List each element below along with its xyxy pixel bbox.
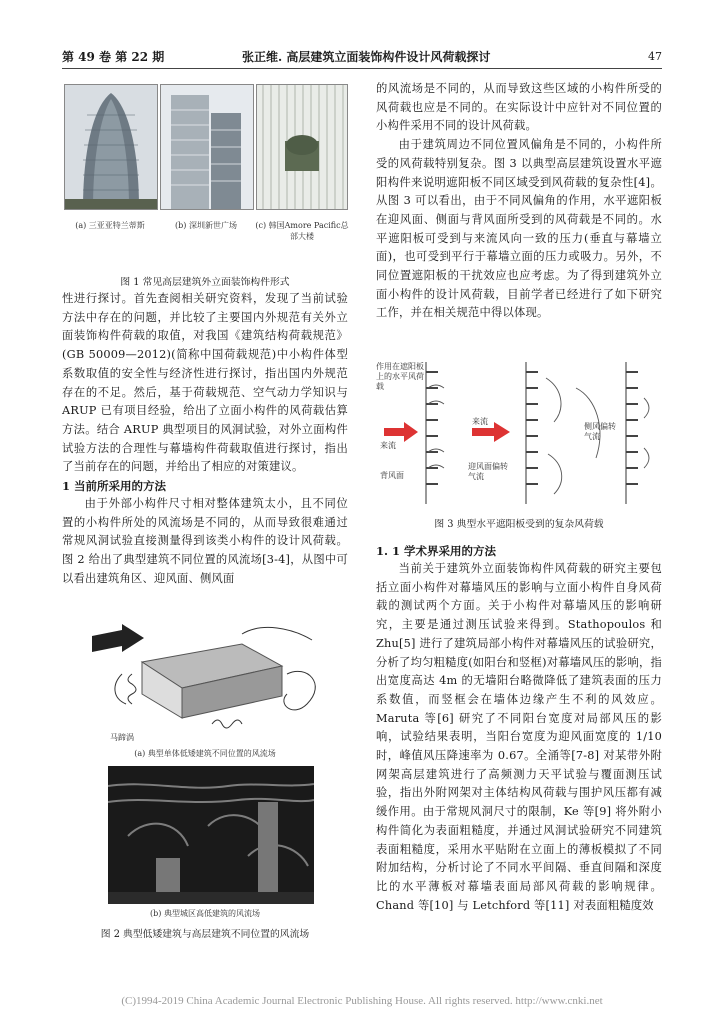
label-side-deflection: 侧风偏转气流 [584,422,616,441]
label-leeward: 背风面 [380,471,404,480]
header-rule [62,68,662,69]
figure-1-subcaption-b: (b) 深圳新世广场 [175,221,237,230]
right-paragraph-2: 由于建筑周边不同位置风偏角是不同的，小构件所受的风荷载特别复杂。图 3 以典型高层建筑设置水平遮阳构件来说明遮阳板不同区域受到风荷载的复杂性[4]。从图 3 可以看出，由于不同风偏角的作用，水平遮阳板在迎风面、侧面与背风面所受到的风荷载是不同的。水平遮阳板可受到与来流风向一致的压力(垂直与幕墙立面)，也可受到平行于幕墙立面的压力或吸力。另外，不同位置遮阳板的干扰效应也应考虑。为了得到建筑外立面小构件的设计风荷载，目前学者已经进行了如下研究工作，并在相关规范中得以体现。 [376,138,662,320]
photo-amore-pacific [256,84,348,210]
label-incoming-mid: 来流 [472,417,488,426]
photo-shenzhen-plaza [160,84,254,210]
horseshoe-vortex-label: 马蹄涡 [110,733,134,742]
figure-1-subcaption-a: (a) 三亚亚特兰蒂斯 [75,221,145,230]
photo-atlantis [64,84,158,210]
right-column-bottom [376,542,662,915]
left-column [62,290,348,589]
figure-2-subcaption-a: (a) 典型单体低矮建筑不同位置的风流场 [134,749,276,758]
running-title: 张正维. 高层建筑立面装饰构件设计风荷载探讨 [242,50,491,64]
figure-2a-diagram [92,614,332,732]
copyright-footer: (C)1994-2019 China Academic Journal Electronic Publishing House. All rights reserved. http://www.cnki.net [121,995,603,1007]
figure-2-caption: 图 2 典型低矮建筑与高层建筑不同位置的风流场 [100,929,310,940]
figure-1 [62,78,348,288]
label-windward-deflection: 迎风面偏转气流 [468,462,508,481]
figure-2 [62,614,348,944]
figure-3 [376,358,662,530]
figure-2-subcaption-b: (b) 典型城区高低建筑的风流场 [150,909,260,918]
figure-3-caption: 图 3 典型水平遮阳板受到的复杂风荷载 [434,519,604,530]
section-1-1-heading: 1. 1 学术界采用的方法 [376,544,497,558]
right-paragraph-3: 当前关于建筑外立面装饰构件风荷载的研究主要包括立面小构件对幕墙风压的影响与立面小构件自身风荷载的测试两个方面。关于小构件对幕墙风压的影响研究，主要是通过测压试验来得到。Stathopoulos 和 Zhu[5] 进行了建筑局部小构件对幕墙风压的试验研究，分析了均匀粗糙度(如阳台和竖框)对幕墙风压的影响，指出宽度高达 4m 的无墙阳台略微降低了建筑表面的压力系数值，而竖框会在墙体边缘产生不利的风效应。Maruta 等[6] 研究了不同阳台宽度对局部风压的影响，试验结果表明，当阳台宽度为迎风面宽度的 1/10 时，峰值风压降速率为 0.67。全涌等[7-8] 对某带外附网架高层建筑进行了高频测力天平试验与覆面测压试验，指出外附网架对主体结构风荷载与围护风压都有减缓作用。由于常规风洞尺寸的限制，Ke 等[9] 将外附小构件简化为表面粗糙度，并通过风洞试验研究不同建筑表面粗糙度，采用水平贴附在立面上的薄板模拟了不同附加结构，分析讨论了不同水平间隔、垂直间隔和深度比的水平薄板对幕墙表面局部风荷载的影响规律。Chand 等[10] 与 Letchford 等[11] 对表面粗糙度效 [376,562,662,912]
right-paragraph-1: 的风流场是不同的，从而导致这些区域的小构件所受的风荷载也应是不同的。在实际设计中应针对不同位置的小构件采用不同的设计风荷载。 [376,82,662,133]
figure-1-caption: 图 1 常见高层建筑外立面装饰构件形式 [120,277,290,288]
label-load-on-shade: 作用在遮阳板上的水平风荷载 [376,362,424,391]
page-header [62,48,662,68]
journal-volume: 第 49 卷 第 22 期 [62,50,165,64]
left-paragraph-2: 由于外部小构件尺寸相对整体建筑太小，且不同位置的小构件所处的风流场是不同的，从而导致很难通过常规风洞试验直接测量得到该类小构件的设计风荷载。图 2 给出了典型建筑不同位置的风流场[3-4]，从图中可以看出建筑角区、迎风面、侧风面 [62,497,348,585]
page-number: 47 [648,50,662,63]
right-column-top [376,80,662,323]
left-paragraph-1: 性进行探讨。首先查阅相关研究资料，发现了当前试验方法中存在的问题，并比较了主要国内外规范有关外立面装饰构件荷载的取值，对我国《建筑结构荷载规范》(GB 50009—2012)(简称中国荷载规范)中小构件体型系数取值的安全性与经济性进行探讨，指出国内外规范存在的不足。然后，基于荷载规范、空气动力学知识与 ARUP 已有项目经验，给出了立面小构件的风荷载估算方法。结合 ARUP 典型项目的风洞试验，对外立面构件试验方法的合理性与幕墙构件荷载取值进行探讨，指出了当前存在的问题，并给出了相应的对策建议。 [62,292,348,474]
section-1-heading: 1 当前所采用的方法 [62,479,167,494]
label-incoming-wind-left: 来流 [380,441,396,450]
figure-1-subcaption-c: (c) 韩国Amore Pacific总部大楼 [255,221,349,241]
figure-2b-photo [108,766,314,904]
